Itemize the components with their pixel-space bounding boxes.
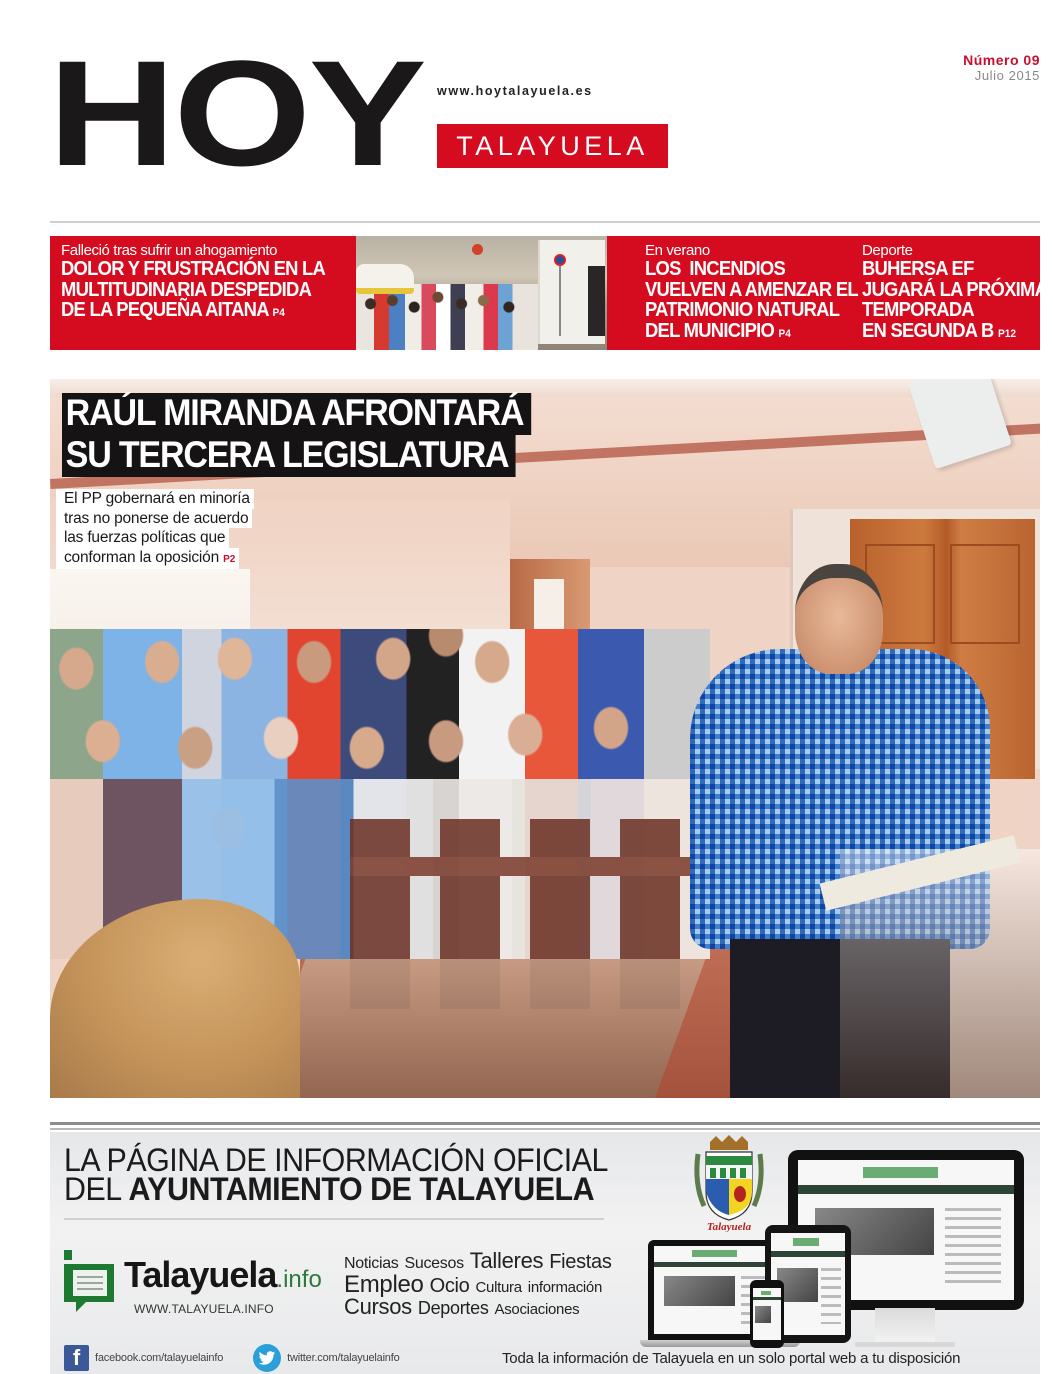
divider [50, 1122, 1040, 1125]
ad-title: LA PÁGINA DE INFORMACIÓN OFICIAL DEL AYUNTAMIENTO DE TALAYUELA [64, 1142, 608, 1207]
issue-number: Número 09 [963, 52, 1040, 68]
tag-word: información [527, 1279, 603, 1296]
divider [50, 221, 1040, 223]
edition-badge: TALAYUELA [437, 124, 668, 168]
lead-headline[interactable]: RAÚL MIRANDA AFRONTARÁ SU TERCERA LEGISLATURA [62, 393, 572, 477]
tag-word: Talleres [469, 1248, 544, 1273]
teaser-headline: LOS INCENDIOS VUELVEN A AMENZAR EL PATRIMONIO NATURAL DEL MUNICIPIO P4 [645, 258, 858, 342]
tag-word: Fiestas [549, 1251, 612, 1273]
teaser-headline: DOLOR Y FRUSTRACIÓN EN LA MULTITUDINARIA DESPEDIDA DE LA PEQUEÑA AITANA P4 [61, 258, 326, 321]
lead-deck: El PP gobernará en minoría tras no ponerse de acuerdo las fuerzas políticas que conforman la oposición P2 [56, 489, 260, 569]
page-ref: P12 [997, 327, 1016, 340]
lead-photo [50, 379, 1040, 1098]
tag-word: Cultura [475, 1279, 522, 1296]
tag-word: Ocio [429, 1275, 470, 1297]
teaser-strip [50, 236, 1048, 350]
issue-date: Julio 2015 [974, 68, 1040, 83]
teaser-headline: BUHERSA EF JUGARÁ LA PRÓXIMA TEMPORADA EN SEGUNDA B P12 [862, 258, 1048, 342]
no-parking-sign-icon [554, 254, 566, 266]
tag-word: Deportes [417, 1298, 489, 1318]
teaser-aitana[interactable] [61, 242, 348, 324]
devices-mockup [640, 1150, 1040, 1355]
svg-text:Talayuela: Talayuela [706, 1221, 752, 1232]
social-links [64, 1344, 400, 1372]
tag-word: Asociaciones [494, 1301, 580, 1318]
talayuela-info-logo: Talayuela.info [124, 1254, 322, 1295]
ad-website[interactable]: WWW.TALAYUELA.INFO [134, 1302, 274, 1316]
tag-word: Noticias [344, 1255, 399, 1272]
divider [64, 1218, 604, 1220]
no-entry-sign-icon [472, 244, 483, 255]
page-ref: P4 [272, 307, 285, 319]
teaser-kicker: Deporte [862, 242, 913, 259]
tag-word: Empleo [344, 1271, 424, 1298]
website-url[interactable]: www.hoytalayuela.es [437, 84, 593, 98]
facebook-link[interactable]: facebook.com/talayuelainfo [95, 1352, 224, 1364]
teaser-incendios[interactable] [645, 242, 876, 344]
teaser-photo-crowd [356, 236, 607, 350]
page-ref: P4 [778, 327, 791, 340]
ad-tagline: Toda la información de Talayuela en un solo portal web a tu disposición [502, 1350, 961, 1367]
smartphone [750, 1280, 784, 1348]
teaser-kicker: En verano [645, 242, 710, 259]
teaser-kicker: Falleció tras sufrir un ahogamiento [61, 242, 278, 259]
tag-word: Cursos [344, 1294, 412, 1319]
page-ref: P2 [223, 553, 236, 565]
issue-info [963, 52, 1040, 83]
advertisement-talayuela-info[interactable] [50, 1132, 1040, 1374]
newspaper-logo: HOY [48, 29, 425, 197]
twitter-link[interactable]: twitter.com/talayuelainfo [287, 1352, 400, 1364]
tag-word: Sucesos [404, 1255, 464, 1272]
talayuela-info-logo-icon [62, 1250, 116, 1312]
divider [50, 1128, 1040, 1130]
tag-cloud [344, 1250, 654, 1319]
twitter-icon[interactable] [253, 1344, 281, 1372]
teaser-buhersa[interactable] [862, 242, 1053, 344]
facebook-icon[interactable]: f [64, 1345, 89, 1371]
police-car [356, 264, 414, 294]
